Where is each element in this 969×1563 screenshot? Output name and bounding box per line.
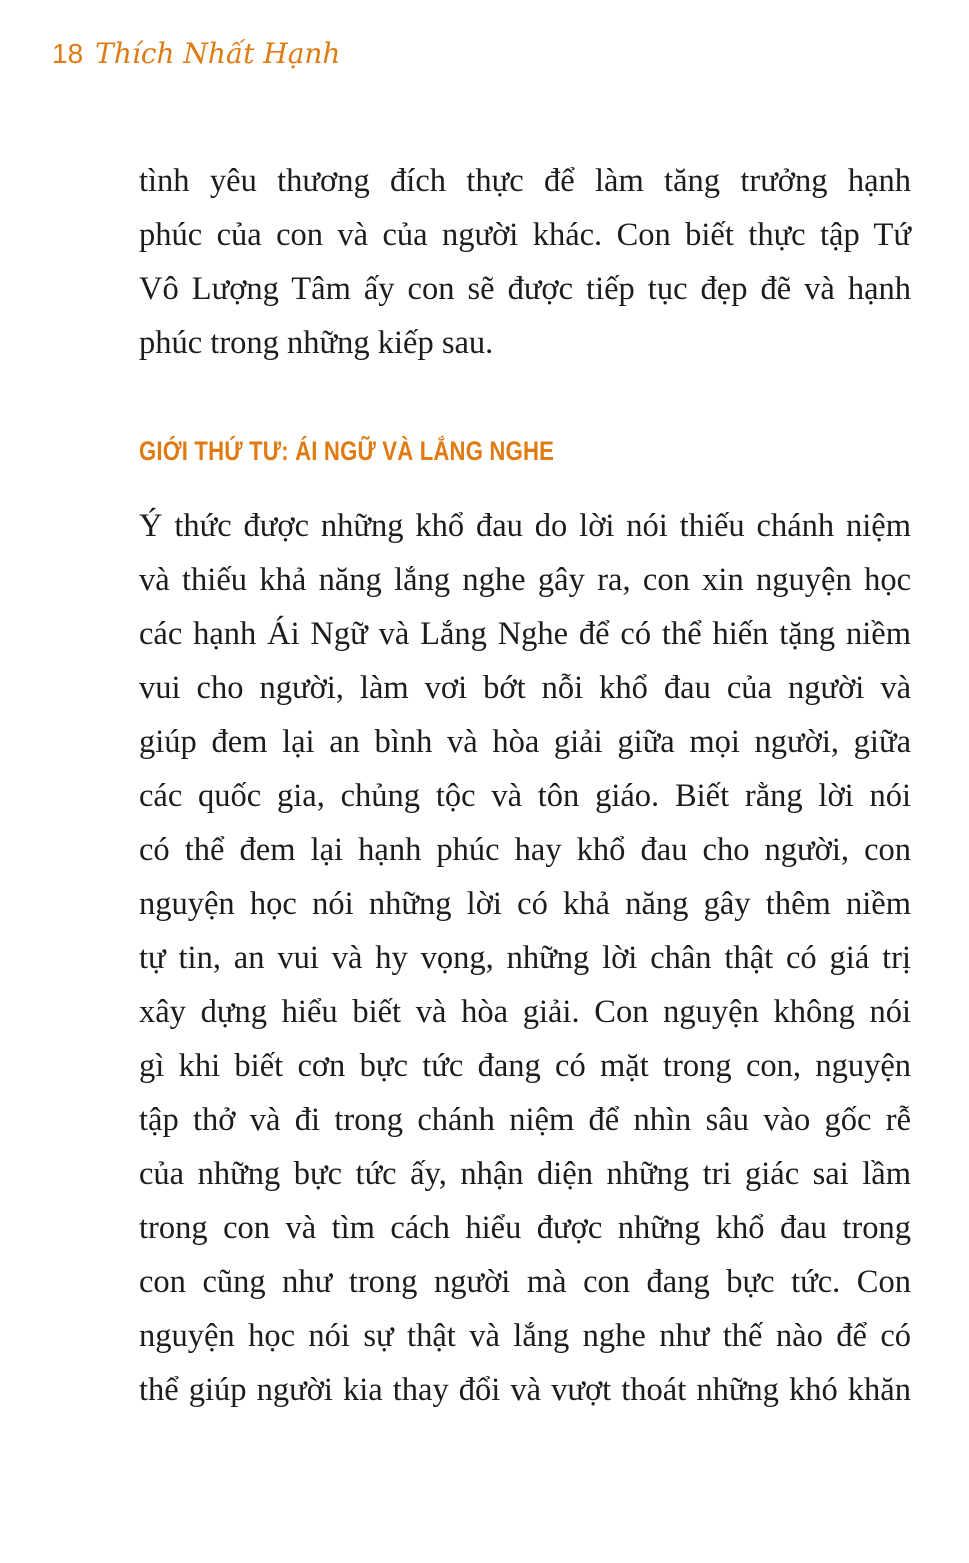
text-line: các hạnh Ái Ngữ và Lắng Nghe để có thể hiến tặng niềm (139, 616, 911, 652)
text-line: vui cho người, làm vơi bớt nỗi khổ đau của người và (139, 670, 911, 706)
author-name: Thích Nhất Hạnh (95, 37, 341, 70)
text-line: con cũng như trong người mà con đang bực tức. Con (139, 1264, 911, 1300)
page-number: 18 (52, 38, 84, 69)
text-line: tập thở và đi trong chánh niệm để nhìn sâu vào gốc rễ (139, 1102, 911, 1138)
text-line: tự tin, an vui và hy vọng, những lời chân thật có giá trị (139, 940, 911, 976)
text-line: có thể đem lại hạnh phúc hay khổ đau cho người, con (139, 832, 911, 868)
text-line: nguyện học nói những lời có khả năng gây thêm niềm (139, 886, 911, 922)
text-line: Ý thức được những khổ đau do lời nói thiếu chánh niệm (139, 508, 911, 544)
text-line: Vô Lượng Tâm ấy con sẽ được tiếp tục đẹp đẽ và hạnh (139, 271, 911, 307)
text-line: xây dựng hiểu biết và hòa giải. Con nguyện không nói (139, 994, 911, 1030)
paragraph-fourth-precept (139, 499, 911, 1417)
section-heading: GIỚI THỨ TƯ: ÁI NGỮ VÀ LẮNG NGHE (139, 436, 555, 466)
text-line: các quốc gia, chủng tộc và tôn giáo. Biết rằng lời nói (139, 778, 911, 814)
text-line: tình yêu thương đích thực để làm tăng trưởng hạnh (139, 163, 911, 199)
text-line: gì khi biết cơn bực tức đang có mặt trong con, nguyện (139, 1048, 911, 1084)
text-line: thể giúp người kia thay đổi và vượt thoát những khó khăn (139, 1372, 911, 1408)
text-line: phúc của con và của người khác. Con biết thực tập Tứ (139, 217, 911, 253)
text-line: và thiếu khả năng lắng nghe gây ra, con xin nguyện học (139, 562, 911, 598)
text-line: giúp đem lại an bình và hòa giải giữa mọi người, giữa (139, 724, 911, 760)
text-line: phúc trong những kiếp sau. (139, 325, 494, 361)
paragraph-continuation (139, 154, 911, 370)
running-header (52, 34, 340, 74)
text-line: của những bực tức ấy, nhận diện những tri giác sai lầm (139, 1156, 911, 1192)
text-line: trong con và tìm cách hiểu được những khổ đau trong (139, 1210, 911, 1246)
text-line: nguyện học nói sự thật và lắng nghe như thế nào để có (139, 1318, 911, 1354)
